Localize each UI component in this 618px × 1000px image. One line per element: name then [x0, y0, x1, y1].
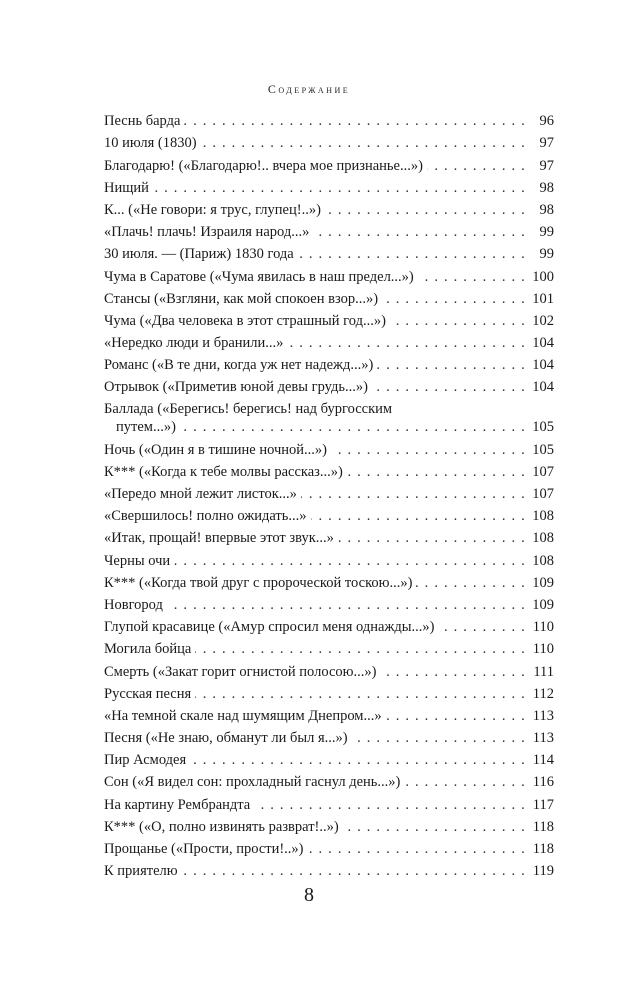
dot-leader: [439, 618, 526, 636]
toc-entry: [104, 130, 554, 152]
toc-entry: [104, 570, 554, 592]
toc-entry-page: 108: [532, 552, 554, 569]
toc-entry-title: «Передо мной лежит листок...»: [104, 486, 297, 502]
toc-entry: [104, 614, 554, 636]
dot-leader: [254, 796, 526, 814]
toc-entry-title: Черны очи: [104, 552, 171, 569]
toc-entry-page: 111: [533, 663, 554, 680]
toc-entry: [104, 352, 554, 374]
page-number: 8: [304, 884, 314, 906]
toc-entry: [104, 308, 554, 330]
toc-entry-title: Ночь («Один я в тишине ночной...»): [104, 441, 328, 458]
dot-leader: [380, 663, 526, 681]
dot-leader: [174, 552, 526, 570]
dot-leader: [377, 356, 526, 374]
toc-entry-title: Могила бойца: [104, 641, 192, 658]
toc-entry-page: 117: [532, 796, 554, 813]
toc-entry-title: «Итак, прощай! впервые этот звук...»: [104, 530, 334, 547]
dot-leader: [382, 290, 526, 308]
toc-entry: [104, 769, 554, 791]
dot-leader: [182, 862, 526, 880]
toc-entry: [104, 459, 554, 481]
dot-leader: [287, 334, 526, 352]
toc-entry-title: Глупой красавице («Амур спросил меня однажды...»): [104, 619, 435, 636]
toc-entry-title: Романс («В те дни, когда уж нет надежд...»): [104, 357, 374, 374]
toc-entry-line2: [104, 418, 554, 436]
toc-entry: [104, 747, 554, 769]
toc-entry: [104, 681, 554, 703]
toc-entry-title: К*** («О, полно извинять разврат!..»): [104, 818, 339, 835]
dot-leader: [167, 596, 526, 614]
toc-entry: [104, 108, 554, 130]
toc-entry: [104, 636, 554, 658]
dot-leader: [195, 640, 526, 658]
toc-entry-title: К*** («Когда твой друг с пророческой тоскою...»): [104, 574, 413, 591]
dot-leader: [184, 112, 526, 130]
toc-entry-page: 113: [532, 730, 554, 747]
toc-entry-title: Смерть («Закат горит огнистой полосою...»): [104, 663, 377, 680]
toc-entry-page: 109: [532, 596, 554, 613]
toc-entry: [104, 703, 554, 725]
toc-entry-title: «На темной скале над шумящим Днепром...»: [104, 707, 382, 724]
toc-entry: [104, 286, 554, 308]
toc-entry-title: Прощанье («Прости, прости!..»): [104, 841, 304, 857]
toc-entry-page: 104: [532, 357, 554, 374]
toc-entry: [104, 219, 554, 241]
dot-leader: [352, 729, 526, 747]
toc-entry-page: 107: [532, 486, 554, 502]
dot-leader: [311, 507, 526, 525]
toc-entry: [104, 152, 554, 174]
toc-entry-page: 110: [532, 641, 554, 658]
dot-leader: [195, 685, 526, 703]
toc-entry-page: 104: [532, 379, 554, 396]
toc-entry-title: «Свершилось! полно ожидать...»: [104, 508, 307, 525]
toc-entry-page: 119: [532, 863, 554, 880]
toc-entry-title: Чума в Саратове («Чума явилась в наш предел...»): [104, 268, 414, 285]
dot-leader: [372, 378, 526, 396]
toc-entry-title: Песнь барда: [104, 113, 181, 130]
toc-entry: [104, 525, 554, 547]
toc-entry-title: 10 июля (1830): [104, 135, 197, 152]
dot-leader: [404, 773, 526, 791]
dot-leader: [427, 157, 526, 175]
toc-entry-title: К приятелю: [104, 863, 178, 880]
toc-entry-title: Чума («Два человека в этот страшный год...»): [104, 312, 386, 329]
running-head: Содержание: [267, 82, 351, 96]
toc-entry-title: Песня («Не знаю, обманут ли был я...»): [104, 730, 348, 747]
dot-leader: [325, 201, 526, 219]
toc-entry-page: 99: [539, 224, 554, 241]
table-of-contents: [104, 108, 554, 880]
dot-leader: [390, 312, 526, 330]
toc-entry-page: 113: [532, 707, 554, 724]
toc-entry-title: Пир Асмодея: [104, 752, 187, 769]
toc-entry: [104, 592, 554, 614]
toc-entry-page: 118: [532, 818, 554, 835]
toc-entry: [104, 814, 554, 836]
toc-entry-title: Нищий: [104, 179, 149, 196]
toc-entry: [104, 374, 554, 396]
toc-entry: [104, 175, 554, 197]
toc-entry-page: 118: [532, 841, 554, 857]
toc-entry: [104, 436, 554, 458]
toc-entry-page: 105: [532, 419, 554, 436]
toc-entry-page: 99: [539, 246, 554, 263]
toc-entry-page: 108: [532, 530, 554, 547]
toc-entry-page: 96: [539, 113, 554, 130]
toc-entry-page: 109: [532, 574, 554, 591]
toc-entry: [104, 547, 554, 569]
dot-leader: [201, 134, 526, 152]
toc-entry-title: Отрывок («Приметив юной девы грудь...»): [104, 379, 368, 396]
toc-entry-page: 104: [532, 335, 554, 352]
toc-entry: [104, 503, 554, 525]
dot-leader: [180, 418, 526, 436]
dot-leader: [301, 485, 526, 503]
toc-entry-title: К*** («Когда к тебе молвы рассказ...»): [104, 463, 343, 480]
toc-entry-page: 98: [539, 179, 554, 196]
toc-entry-multiline: [104, 396, 554, 436]
toc-entry-page: 97: [539, 135, 554, 152]
toc-entry-title: Русская песня: [104, 685, 192, 702]
toc-entry-title: Благодарю! («Благодарю!.. вчера мое признанье...»): [104, 157, 423, 174]
toc-entry: [104, 836, 554, 858]
toc-entry: [104, 481, 554, 503]
toc-entry-page: 97: [539, 157, 554, 174]
toc-entry-page: 98: [539, 201, 554, 218]
dot-leader: [386, 707, 526, 725]
toc-entry: [104, 263, 554, 285]
toc-entry: [104, 858, 554, 880]
toc-entry-page: 100: [532, 268, 554, 285]
toc-entry: [104, 241, 554, 263]
dot-leader: [153, 179, 526, 197]
toc-entry-title: На картину Рембрандта: [104, 796, 251, 813]
toc-entry-page: 116: [532, 774, 554, 791]
toc-entry-page: 107: [532, 463, 554, 480]
toc-entry-page: 110: [532, 619, 554, 636]
toc-entry-title: «Нередко люди и бранили...»: [104, 335, 284, 352]
toc-entry-title-line1: Баллада («Берегись! берегись! над бургосским: [104, 401, 393, 418]
toc-entry-title: Стансы («Взгляни, как мой спокоен взор...»): [104, 290, 379, 307]
toc-entry-title: «Плачь! плачь! Израиля народ...»: [104, 224, 310, 241]
toc-entry-page: 112: [532, 685, 554, 702]
dot-leader: [347, 463, 526, 481]
toc-entry-title: 30 июля. — (Париж) 1830 года: [104, 246, 294, 263]
toc-entry-title: К... («Не говори: я трус, глупец!..»): [104, 201, 321, 218]
dot-leader: [418, 268, 526, 286]
dot-leader: [313, 223, 526, 241]
dot-leader: [298, 245, 526, 263]
toc-entry-page: 108: [532, 508, 554, 525]
dot-leader: [338, 529, 526, 547]
dot-leader: [190, 751, 526, 769]
toc-entry-title-line2: путем...»): [116, 419, 176, 436]
toc-entry-page: 102: [532, 312, 554, 329]
dot-leader: [331, 441, 526, 459]
toc-entry-title: Новгород: [104, 596, 163, 613]
toc-entry-page: 101: [532, 290, 554, 307]
dot-leader: [416, 574, 526, 592]
toc-entry: [104, 791, 554, 813]
toc-entry: [104, 330, 554, 352]
toc-entry-title: Сон («Я видел сон: прохладный гаснул день...»): [104, 774, 401, 791]
toc-entry: [104, 725, 554, 747]
toc-entry: [104, 197, 554, 219]
toc-entry-page: 114: [532, 752, 554, 769]
toc-entry: [104, 658, 554, 680]
toc-entry-page: 105: [532, 441, 554, 458]
dot-leader: [343, 818, 526, 836]
dot-leader: [308, 840, 526, 858]
